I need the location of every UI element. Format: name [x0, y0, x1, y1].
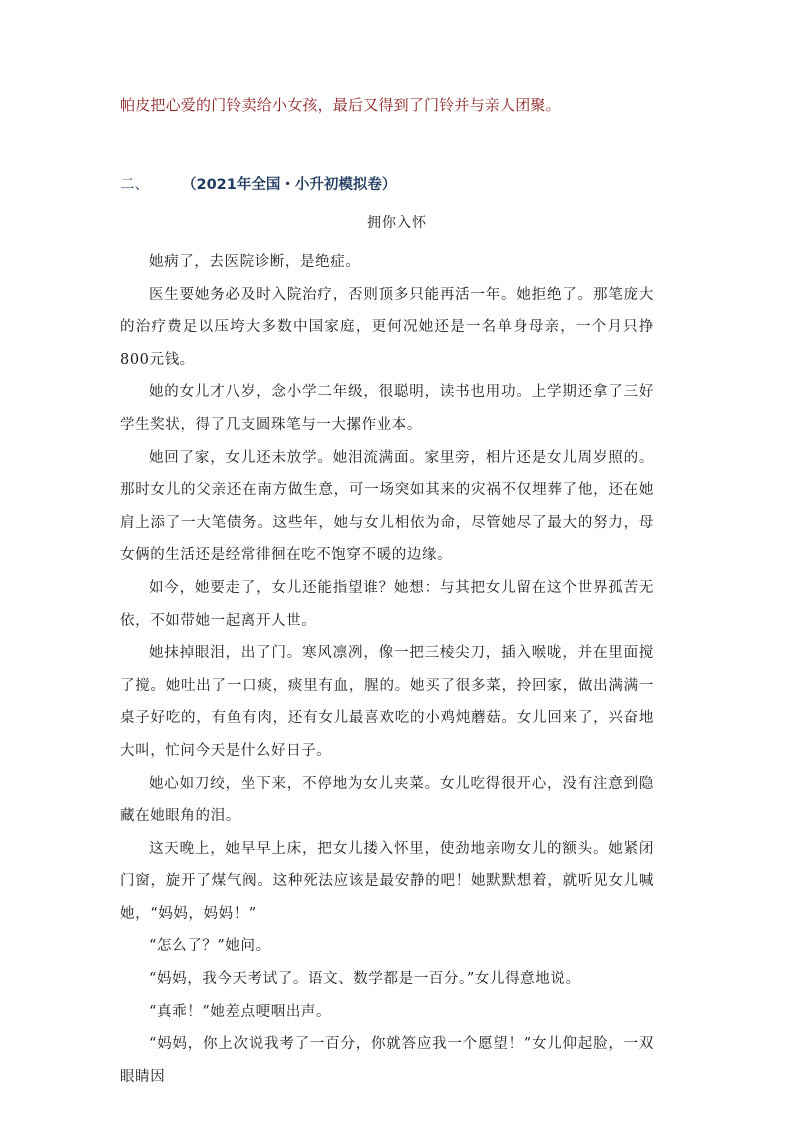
article-body — [120, 246, 654, 1093]
paragraph: 她回了家，女儿还未放学。她泪流满面。家里旁，相片还是女儿周岁照的。那时女儿的父亲还在南方做生意，可一场突如其来的灾祸不仅埋葬了他，还在她肩上添了一大笔债务。这些年，她与女儿相依为命，尽管她尽了最大的努力，母女俩的生活还是经常徘徊在吃不饱穿不暖的边缘。 — [120, 449, 654, 564]
previous-answer-text: 帕皮把心爱的门铃卖给小女孩，最后又得到了门铃并与亲人团聚。 — [120, 96, 561, 114]
paragraph: 她病了，去医院诊断，是绝症。 — [149, 254, 361, 270]
paragraph: 她心如刀绞，坐下来，不停地为女儿夹菜。女儿吃得很开心，没有注意到隐藏在她眼角的泪。 — [120, 775, 654, 825]
paragraph: “妈妈，我今天考试了。语文、数学都是一百分。”女儿得意地说。 — [149, 971, 581, 988]
section-heading — [120, 173, 396, 194]
paragraph: “怎么了？”她问。 — [149, 938, 271, 955]
paragraph: 如今，她要走了，女儿还能指望谁？她想：与其把女儿留在这个世界孤苦无依，不如带她一起离开人世。 — [120, 579, 654, 629]
paragraph: 医生要她务必及时入院治疗，否则顶多只能再活一年。她拒绝了。那笔庞大的治疗费足以压垮大多数中国家庭，更何况她还是一名单身母亲，一个月只挣800元钱。 — [120, 286, 654, 368]
section-source: （2021年全国・小升初模拟卷） — [182, 177, 397, 193]
paragraph: 她抹掉眼泪，出了门。寒风凛冽，像一把三棱尖刀，插入喉咙，并在里面搅了搅。她吐出了一口痰，痰里有血，腥的。她买了很多菜，拎回家，做出满满一桌子好吃的，有鱼有肉，还有女儿最喜欢吃的小鸡炖蘑菇。女儿回来了，兴奋地大叫，忙问今天是什么好日子。 — [120, 645, 654, 759]
paragraph: 她的女儿才八岁，念小学二年级，很聪明，读书也用功。上学期还拿了三好学生奖状，得了几支圆珠笔与一大摞作业本。 — [120, 384, 654, 433]
section-number: 二、 — [120, 177, 149, 193]
paragraph: “妈妈，你上次说我考了一百分，你就答应我一个愿望！”女儿仰起脸，一双眼睛因 — [120, 1036, 654, 1085]
article-title: 拥你入怀 — [367, 215, 427, 231]
paragraph: 这天晚上，她早早上床，把女儿搂入怀里，使劲地亲吻女儿的额头。她紧闭门窗，旋开了煤气阀。这种死法应该是最安静的吧！她默默想着，就听见女儿喊她，“妈妈，妈妈！” — [120, 840, 654, 922]
paragraph: “真乖！”她差点哽咽出声。 — [149, 1003, 332, 1020]
